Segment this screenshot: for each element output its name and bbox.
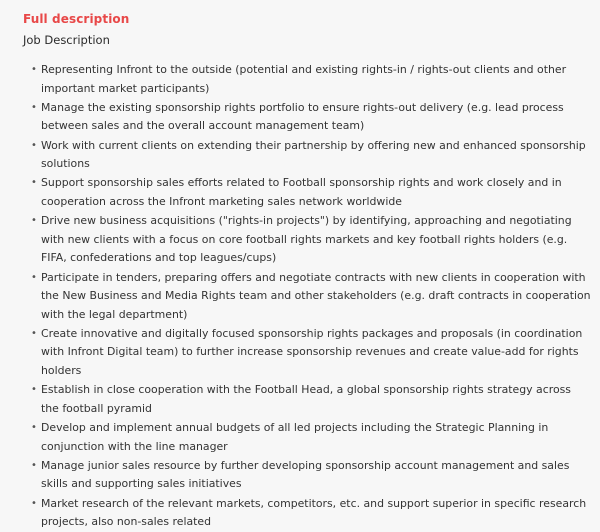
bullet-icon: • [31, 459, 37, 471]
list-item-text: Representing Infront to the outside (potential and existing rights-in / rights-out clients and other important market participants) [41, 63, 567, 95]
list-item-text: Participate in tenders, preparing offers and negotiate contracts with new clients in cooperation with the New Business and Media Rights team and other stakeholders (e.g. draft contracts in cooperation with the legal department) [41, 270, 591, 321]
list-item [31, 61, 591, 98]
list-item [31, 381, 591, 418]
list-item [31, 212, 591, 268]
list-item [31, 137, 591, 174]
responsibilities-list [31, 61, 591, 532]
list-item [31, 495, 591, 532]
list-item [31, 99, 591, 136]
list-item-text: Manage the existing sponsorship rights portfolio to ensure rights-out delivery (e.g. lead process between sales and the overall account management team) [41, 100, 564, 133]
list-item-text: Support sponsorship sales efforts related to Football sponsorship rights and work closely and in cooperation across the Infront marketing sales network worldwide [41, 176, 562, 208]
bullet-icon: • [31, 327, 37, 339]
list-item [31, 325, 591, 381]
bullet-icon: • [31, 101, 37, 113]
list-item-text: Drive new business acquisitions ("rights-in projects") by identifying, approaching and negotiating with new clients with a focus on core football rights markets and key football rights holders (e.g. FIFA, confederations and top leagues/cups) [41, 214, 572, 265]
list-item [31, 419, 591, 456]
list-item-text: Establish in close cooperation with the Football Head, a global sponsorship rights strategy across the football pyramid [41, 383, 571, 415]
sub-title: Job Description [23, 33, 110, 47]
section-title: Full description [23, 12, 130, 26]
list-item [31, 457, 591, 494]
bullet-icon: • [31, 422, 37, 434]
list-item-text: Manage junior sales resource by further developing sponsorship account management and sales skills and supporting sales initiatives [41, 458, 570, 491]
list-item-text: Market research of the relevant markets, competitors, etc. and support superior in specific research projects, also non-sales related [41, 496, 587, 529]
bullet-icon: • [31, 64, 37, 75]
list-item [31, 174, 591, 211]
bullet-icon: • [31, 497, 37, 509]
list-item [31, 269, 591, 325]
bullet-icon: • [31, 215, 37, 227]
list-item-text: Develop and implement annual budgets of all led projects including the Strategic Planning in conjunction with the line manager [41, 421, 549, 453]
bullet-icon: • [31, 177, 37, 189]
list-item-text: Create innovative and digitally focused sponsorship rights packages and proposals (in coordination with Infront Digital team) to further increase sponsorship revenues and create value-add for rights holders [41, 326, 583, 378]
bullet-icon: • [31, 139, 37, 151]
list-item-text: Work with current clients on extending their partnership by offering new and enhanced sponsorship solutions [41, 138, 586, 171]
bullet-icon: • [31, 384, 37, 396]
bullet-icon: • [31, 271, 37, 283]
